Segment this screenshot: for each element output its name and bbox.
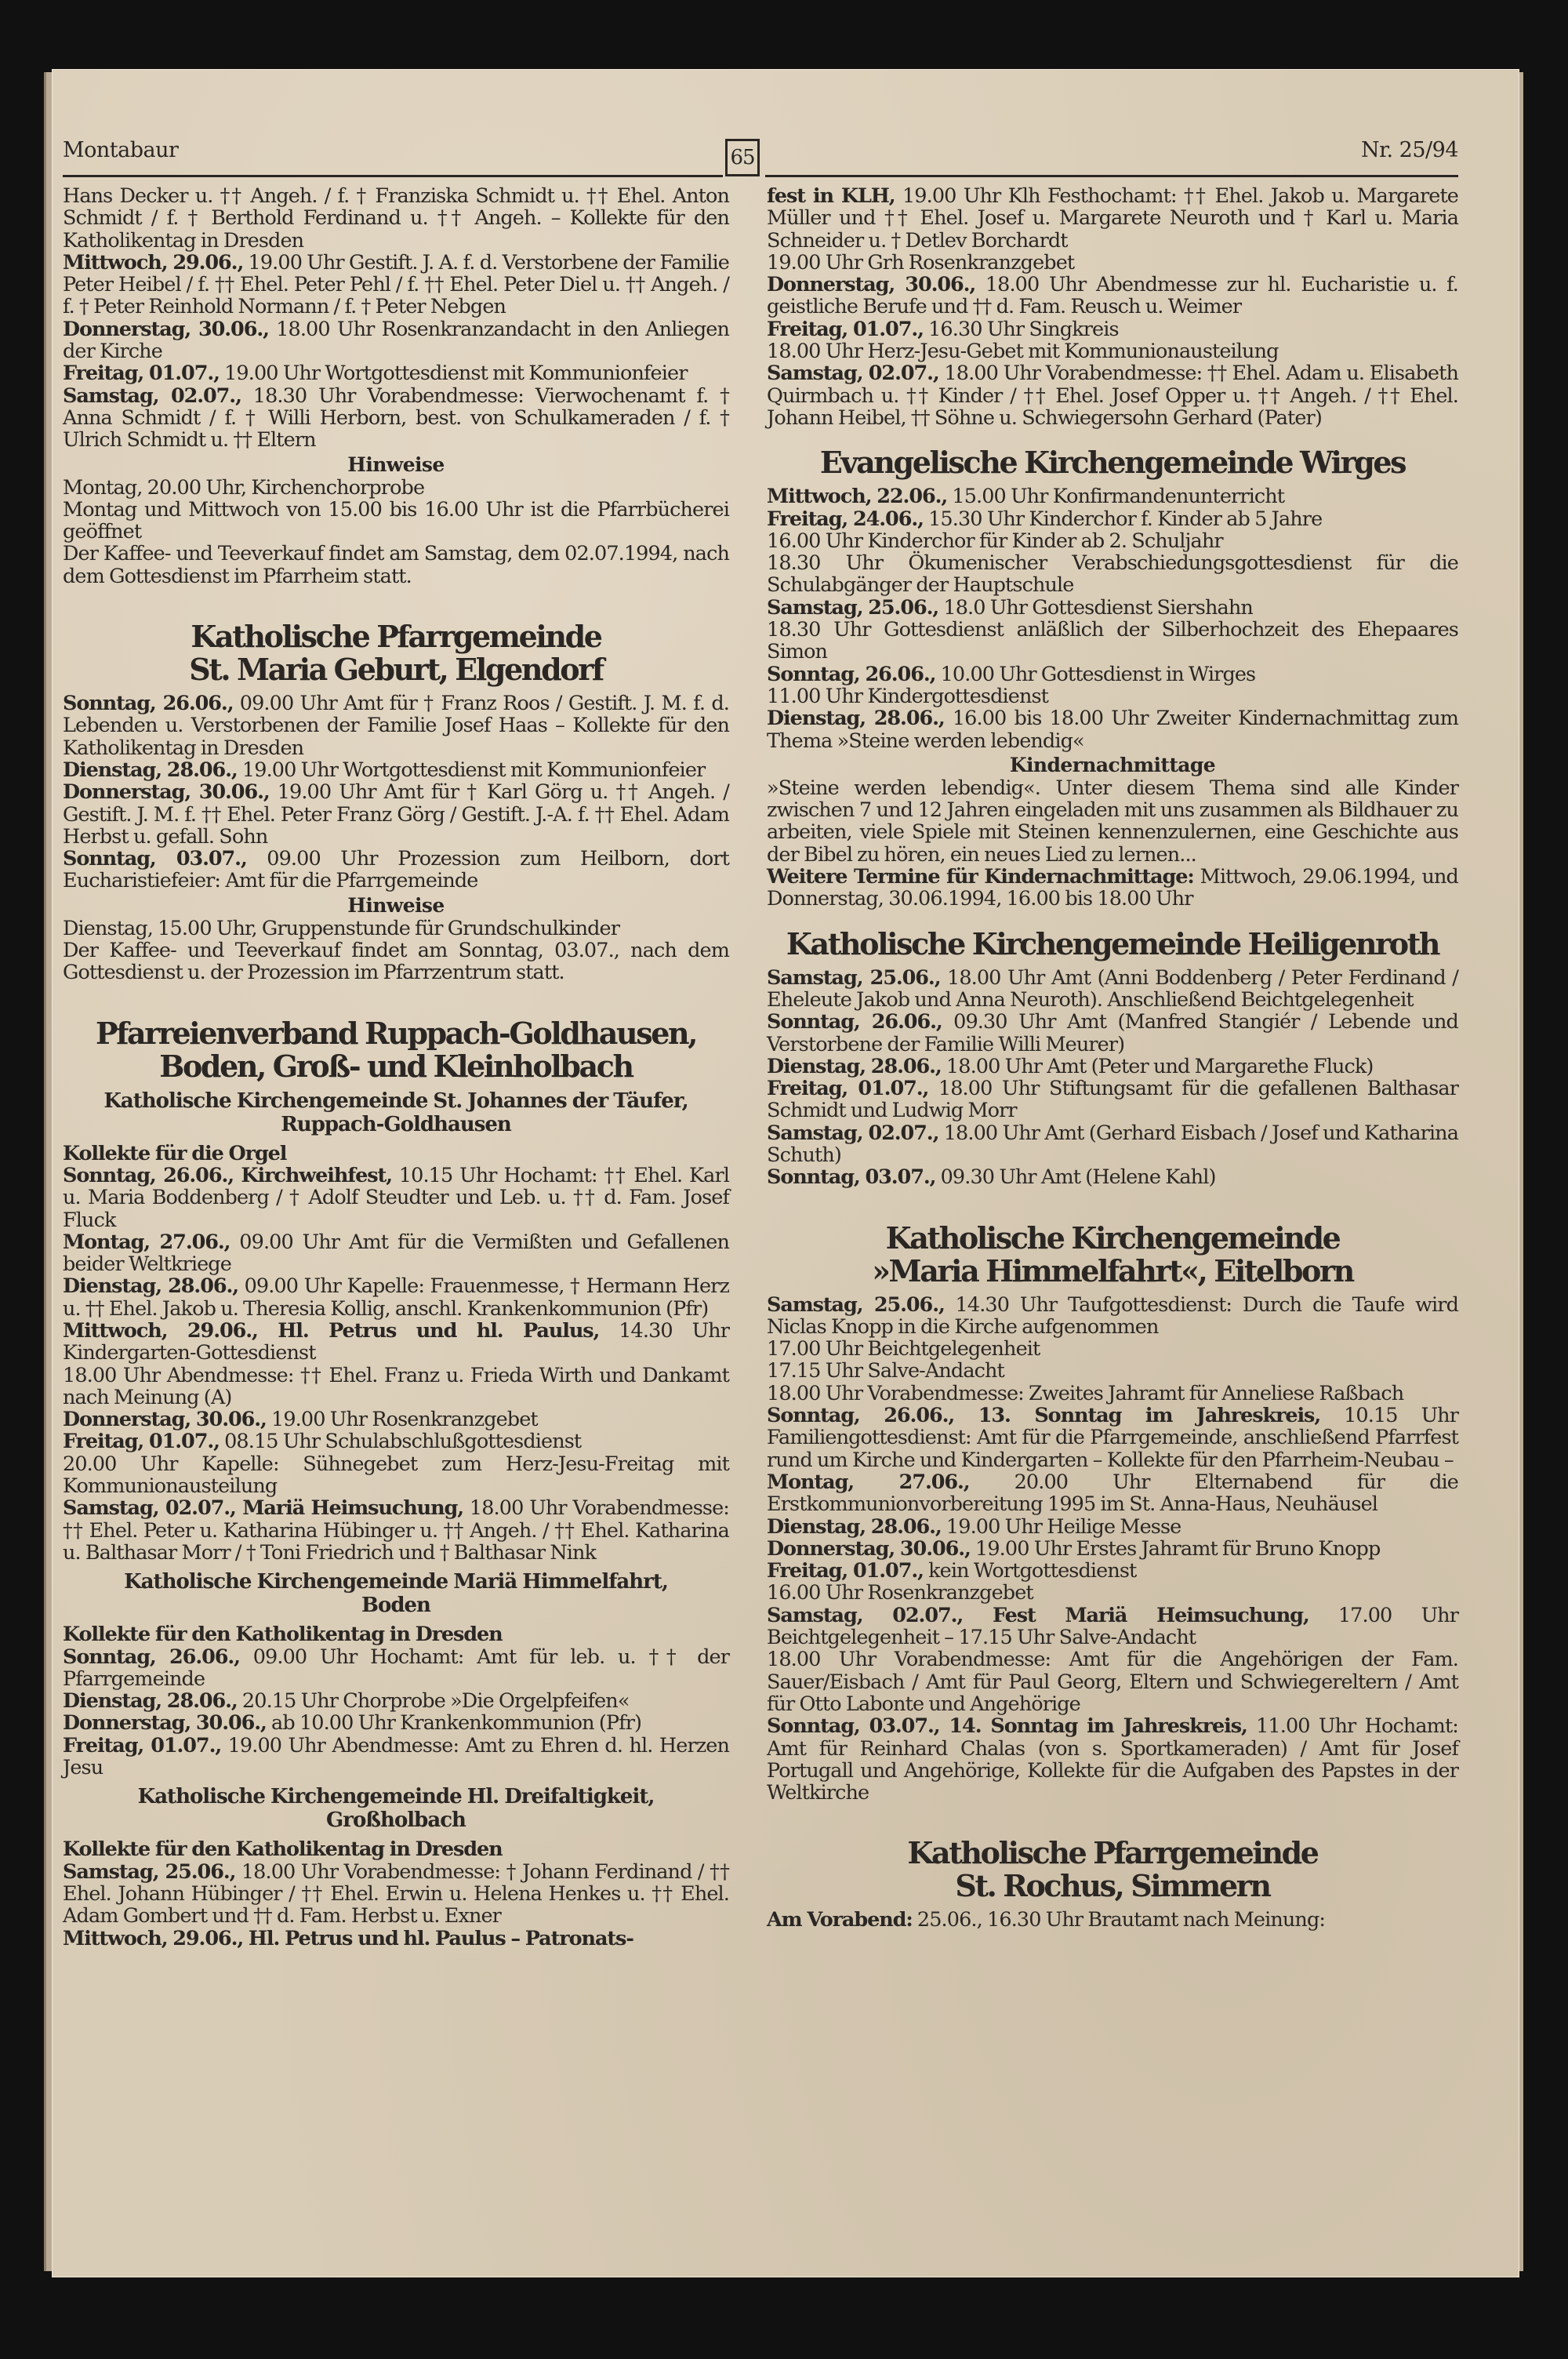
entry-text: 09.30 Uhr Amt (Manfred Stangiér / Lebende und Verstorbene der Familie Willi Meurer) [767, 1010, 1458, 1056]
entry-text: 18.00 Uhr Vorabendmesse: Zweites Jahramt für Anneliese Raßbach [767, 1381, 1404, 1405]
schedule-entry [767, 1715, 1458, 1804]
entry-date-lead: Sonntag, 26.06., [63, 1645, 240, 1669]
entry-date-lead: Dienstag, 28.06., [63, 1274, 239, 1299]
entry-text: 18.00 Uhr Vorabendmesse: Amt für die Angehörigen der Fam. Sauer/Eisbach / Amt für Paul Georg, Eltern und Schwiegereltern / Amt für Otto Labonte und Angehörige [767, 1648, 1458, 1716]
entry-date-lead: Sonntag, 26.06., 13. Sonntag im Jahreskreis, [767, 1404, 1321, 1428]
boden-entries [63, 1623, 729, 1779]
entry-text: 09.00 Uhr Amt für † Franz Roos / Gestift. J. M. f. d. Lebenden u. Verstorbenen der Familie Josef Haas – Kollekte für den Katholikentag in Dresden [63, 692, 729, 760]
entry-text: 09.30 Uhr Amt (Helene Kahl) [935, 1165, 1216, 1190]
entry-text: kein Wortgottesdienst [923, 1559, 1137, 1583]
schedule-entry [767, 1383, 1458, 1405]
entry-date-lead: Sonntag, 03.07., [767, 1165, 936, 1190]
schedule-entry [767, 340, 1458, 362]
entry-text: 19.00 Uhr Gestift. J. A. f. d. Verstorbene der Familie Peter Heibel / f. †† Ehel. Peter Pehl / f. †† Ehel. Peter Diel u. †† Angeh. / f. † Peter Reinhold Normann / f. † Peter Nebgen [63, 250, 729, 319]
schedule-entry [767, 967, 1458, 1012]
schedule-entry [63, 759, 729, 781]
section-title-elgendorf-line2: St. Maria Geburt, Elgendorf [189, 652, 603, 688]
entry-text: 18.00 Uhr Herz-Jesu-Gebet mit Kommunionausteilung [767, 340, 1279, 364]
section-title-elgendorf-line1: Katholische Pfarrgemeinde [191, 619, 601, 655]
entry-date-lead: Donnerstag, 30.06., [63, 317, 269, 341]
notice-line: Der Kaffee- und Teeverkauf findet am Sonntag, 03.07., nach dem Gottesdienst u. der Prozession im Pfarrzentrum statt. [63, 939, 729, 985]
entry-text: 20.15 Uhr Chorprobe »Die Orgelpfeifen« [237, 1689, 630, 1714]
entry-text: 20.00 Uhr Kapelle: Sühnegebet zum Herz-Jesu-Freitag mit Kommunionausteilung [63, 1452, 729, 1499]
entry-date-lead: Montag, 27.06., [63, 1230, 230, 1254]
entry-date-lead: fest in KLH, [767, 184, 895, 208]
schedule-entry [63, 848, 729, 892]
entry-date-lead: Kollekte für den Katholikentag in Dresden [63, 1623, 503, 1647]
schedule-entry [63, 1165, 729, 1231]
schedule-entry [63, 1623, 729, 1645]
entry-date-lead: Samstag, 02.07., [767, 362, 939, 386]
section-title-eitelborn-line1: Katholische Kirchengemeinde [885, 1219, 1340, 1256]
left-column [63, 185, 729, 1950]
entry-date-lead: Dienstag, 28.06., [63, 1689, 238, 1714]
entry-text: 09.00 Uhr Prozession zum Heilborn, dort Eucharistiefeier: Amt für die Pfarrgemeinde [63, 847, 729, 893]
schedule-entry [767, 252, 1458, 274]
schedule-entry [63, 362, 729, 384]
schedule-entry [767, 485, 1458, 507]
entry-text: 18.0 Uhr Gottesdienst Siershahn [938, 595, 1253, 620]
schedule-entry [767, 685, 1458, 707]
subsection-title-ruppach-line2: Ruppach-Goldhausen [281, 1112, 511, 1136]
heiligenroth-entries [767, 967, 1458, 1189]
entry-text: 17.00 Uhr Beichtgelegenheit – 17.15 Uhr Salve-Andacht [767, 1603, 1458, 1650]
entry-text: 09.00 Uhr Hochamt: Amt für leb. u. †† der Pfarrgemeinde [63, 1645, 729, 1691]
entry-date-lead: Samstag, 25.06., [767, 1292, 945, 1317]
section-title-ruppach-line2: Boden, Groß- und Kleinholbach [159, 1048, 633, 1084]
entry-text: 19.00 Uhr Abendmesse: Amt zu Ehren d. hl. Herzen Jesu [63, 1733, 729, 1780]
subsection-title-boden-line2: Boden [361, 1594, 430, 1618]
entry-date-lead: Kollekte für den Katholikentag in Dresden [63, 1837, 503, 1862]
entry-text: 09.00 Uhr Kapelle: Frauenmesse, † Hermann Herz u. †† Ehel. Jakob u. Theresia Kollig, anschl. Krankenkommunion (Pfr) [63, 1274, 729, 1321]
subsection-title-ruppach-line1: Katholische Kirchengemeinde St. Johannes der Täufer, [103, 1089, 688, 1113]
weitere-termine-lead: Weitere Termine für Kindernachmittage: [767, 865, 1194, 889]
entry-date-lead: Freitag, 24.06., [767, 507, 924, 531]
kindernachmittage-text: »Steine werden lebendig«. Unter diesem Thema sind alle Kinder zwischen 7 und 12 Jahren eingeladen mit uns zusammen als Bildhauer zu arbeiten, viele Spiele mit Steinen kennenzulernen, eine Geschichte aus der Bibel zu hören, ein neues Lied zu lernen... [767, 776, 1458, 867]
hinweise-list [63, 477, 729, 587]
entry-text: 19.00 Uhr Wortgottesdienst mit Kommunionfeier [237, 758, 706, 782]
entry-date-lead: Donnerstag, 30.06., [63, 780, 270, 805]
schedule-entry [63, 1430, 729, 1452]
entry-date-lead: Dienstag, 28.06., [767, 1514, 942, 1539]
schedule-entry [767, 530, 1458, 552]
notice-line: Dienstag, 15.00 Uhr, Gruppenstunde für Grundschulkinder [63, 916, 620, 940]
entry-date-lead: Freitag, 01.07., [767, 1077, 929, 1101]
schedule-entry [767, 1011, 1458, 1056]
eitelborn-entries [767, 1294, 1458, 1805]
header-location: Montabaur [63, 138, 179, 162]
schedule-entry [767, 1605, 1458, 1649]
entry-text: 14.30 Uhr Kindergarten-Gottesdienst [63, 1318, 729, 1365]
entry-date-lead: Am Vorabend: [767, 1908, 913, 1932]
schedule-entry [63, 1408, 729, 1430]
schedule-entry [767, 1078, 1458, 1122]
entry-text: 18.00 Uhr Abendmesse: †† Ehel. Franz u. Frieda Wirth und Dankamt nach Meinung (A) [63, 1363, 729, 1409]
entry-date-lead: Mittwoch, 29.06., Hl. Petrus und hl. Paulus – Patronats- [63, 1926, 633, 1950]
schedule-entry [63, 1320, 729, 1365]
entry-text: 17.00 Uhr Beichtgelegenheit [767, 1337, 1040, 1361]
schedule-entry [767, 1560, 1458, 1582]
entry-date-lead: Samstag, 25.06., [767, 595, 939, 620]
entry-text: 10.15 Uhr Hochamt: †† Ehel. Karl u. Maria Boddenberg / † Adolf Steudter und Leb. u. †† d. Fam. Josef Fluck [63, 1163, 730, 1232]
schedule-entry [767, 1648, 1458, 1715]
schedule-entry [63, 185, 729, 252]
schedule-entry [767, 1294, 1458, 1339]
entry-date-lead: Mittwoch, 29.06., Hl. Petrus und hl. Paulus, [63, 1318, 600, 1343]
schedule-entry [767, 1471, 1458, 1516]
schedule-entry [767, 508, 1458, 530]
hinweise-heading: Hinweise [347, 453, 445, 476]
schedule-entry [767, 597, 1458, 619]
entry-text: 19.00 Uhr Amt für † Karl Görg u. †† Angeh. / Gestift. J. M. f. †† Ehel. Peter Franz Görg / Gestift. J.-A. f. †† Ehel. Adam Herbst u. gefall. Sohn [63, 780, 729, 849]
schedule-entry [63, 1712, 729, 1734]
entry-date-lead: Samstag, 02.07., [63, 383, 241, 408]
schedule-entry [767, 552, 1458, 597]
schedule-entry [63, 1143, 729, 1165]
entry-date-lead: Freitag, 01.07., [767, 1559, 924, 1583]
entry-text: 19.00 Uhr Erstes Jahramt für Bruno Knopp [970, 1536, 1381, 1561]
entry-date-lead: Donnerstag, 30.06., [63, 1711, 267, 1736]
entry-text: 18.00 Uhr Amt (Anni Boddenberg / Peter Ferdinand / Eheleute Jakob und Anna Neuroth). Anschließend Beichtgelegenheit [767, 965, 1459, 1012]
entry-text: 18.00 Uhr Amt (Gerhard Eisbach / Josef und Katharina Schuth) [767, 1121, 1458, 1167]
entry-text: 18.00 Uhr Abendmesse zur hl. Eucharistie u. f. geistliche Berufe und †† d. Fam. Reusch u. Weimer [767, 273, 1458, 319]
schedule-entry [63, 692, 729, 759]
entry-date-lead: Sonntag, 26.06., [767, 662, 936, 686]
entry-text: 18.00 Uhr Amt (Peter und Margarethe Fluck) [941, 1054, 1374, 1078]
schedule-entry [767, 274, 1458, 318]
entry-date-lead: Donnerstag, 30.06., [767, 1536, 971, 1561]
entry-text: 17.15 Uhr Salve-Andacht [767, 1359, 1004, 1383]
schedule-entry [63, 1365, 729, 1409]
entry-text: 18.00 Uhr Vorabendmesse: †† Ehel. Peter u. Katharina Hübinger u. †† Angeh. / †† Ehel. Katharina u. Balthasar Morr / † Toni Friedrich und † Balthasar Nink [63, 1496, 729, 1565]
page-number-box: 65 [725, 139, 760, 176]
entry-text: 18.00 Uhr Vorabendmesse: †† Ehel. Adam u. Elisabeth Quirmbach u. †† Kinder / †† Ehel. Josef Opper u. †† Angeh. / †† Ehel. Johann Heibel, †† Söhne u. Schwiegersohn Gerhard (Pater) [767, 362, 1458, 430]
elgendorf-hinweise-heading: Hinweise [347, 893, 445, 917]
section-title-heiligenroth: Katholische Kirchengemeinde Heiligenroth [786, 925, 1439, 961]
weitere-termine-text: Mittwoch, 29.06.1994, und Donnerstag, 30.06.1994, 16.00 bis 18.00 Uhr [767, 865, 1458, 911]
schedule-entry [63, 1646, 729, 1691]
entry-date-lead: Sonntag, 26.06., [767, 1010, 942, 1034]
entry-date-lead: Samstag, 25.06., [767, 965, 941, 990]
header-rule-right [765, 175, 1458, 177]
subsection-title-grossholbach-line1: Katholische Kirchengemeinde Hl. Dreifaltigkeit, [137, 1785, 655, 1809]
entry-text: 19.00 Uhr Wortgottesdienst mit Kommunionfeier [219, 362, 688, 386]
entry-text: 20.00 Uhr Elternabend für die Erstkommunionvorbereitung 1995 im St. Anna-Haus, Neuhäusel [767, 1470, 1458, 1517]
ruppach-entries [63, 1143, 729, 1565]
entry-text: 16.00 Uhr Kinderchor für Kinder ab 2. Schuljahr [767, 529, 1223, 553]
entry-text: 18.30 Uhr Ökumenischer Verabschiedungsgottesdienst für die Schulabgänger der Hauptschule [767, 551, 1458, 598]
schedule-entry [767, 707, 1458, 752]
grossholbach-continuation [767, 185, 1458, 429]
schedule-entry [63, 1275, 729, 1320]
entry-date-lead: Samstag, 02.07., Mariä Heimsuchung, [63, 1496, 464, 1521]
entry-date-lead: Sonntag, 26.06., [63, 692, 234, 716]
schedule-entry [63, 1838, 729, 1860]
header-rule-left [63, 175, 723, 177]
entry-date-lead: Mittwoch, 22.06., [767, 485, 948, 509]
entry-text: 19.00 Uhr Heilige Messe [941, 1514, 1181, 1539]
subsection-title-grossholbach-line2: Großholbach [326, 1808, 466, 1833]
schedule-entry [63, 1928, 729, 1950]
section-title-ruppach-line1: Pfarreienverband Ruppach-Goldhausen, [95, 1015, 697, 1051]
entry-text: 15.00 Uhr Konfirmandenunterricht [947, 485, 1285, 509]
schedule-entry [63, 781, 729, 848]
entry-date-lead: Dienstag, 28.06., [767, 707, 945, 731]
entry-date-lead: Freitag, 01.07., [63, 362, 220, 386]
entry-date-lead: Sonntag, 26.06., Kirchweihfest, [63, 1163, 392, 1187]
schedule-entry [767, 1582, 1458, 1604]
schedule-entry [767, 318, 1458, 340]
entry-text: 18.00 Uhr Rosenkranzandacht in den Anliegen der Kirche [63, 317, 730, 364]
schedule-entry [767, 1538, 1458, 1560]
simmern-entries [767, 1909, 1458, 1931]
section-title-simmern-line1: Katholische Pfarrgemeinde [907, 1835, 1318, 1871]
schedule-entry [63, 1861, 729, 1928]
section-title-wirges: Evangelische Kirchengemeinde Wirges [819, 445, 1406, 481]
entry-text: 15.30 Uhr Kinderchor f. Kinder ab 5 Jahre [923, 507, 1323, 531]
montabaur-continuation [63, 185, 729, 452]
entry-text: 25.06., 16.30 Uhr Brautamt nach Meinung: [912, 1908, 1326, 1932]
entry-text: 11.00 Uhr Kindergottesdienst [767, 684, 1049, 708]
right-column [767, 185, 1458, 1932]
schedule-entry [63, 1735, 729, 1779]
entry-text: 08.15 Uhr Schulabschlußgottesdienst [219, 1430, 582, 1454]
schedule-entry [767, 1405, 1458, 1471]
entry-date-lead: Dienstag, 28.06., [63, 758, 238, 782]
elgendorf-hinweise-list [63, 918, 729, 984]
entry-date-lead: Samstag, 02.07., [767, 1121, 939, 1145]
entry-date-lead: Sonntag, 03.07., 14. Sonntag im Jahreskreis, [767, 1714, 1247, 1739]
entry-date-lead: Sonntag, 03.07., [63, 847, 247, 871]
entry-text: ab 10.00 Uhr Krankenkommunion (Pfr) [266, 1711, 642, 1736]
header-issue-number: Nr. 25/94 [1360, 138, 1458, 162]
elgendorf-entries [63, 692, 729, 892]
entry-text: 11.00 Uhr Hochamt: Amt für Reinhard Chalas (von s. Sportkameraden) / Amt für Josef Portugall und Angehörige, Kollekte für die Aufgaben des Papstes in der Weltkirche [767, 1714, 1458, 1805]
wirges-entries [767, 485, 1458, 752]
entry-text: 16.00 bis 18.00 Uhr Zweiter Kindernachmittag zum Thema »Steine werden lebendig« [767, 707, 1459, 753]
entry-text: 19.00 Uhr Grh Rosenkranzgebet [767, 250, 1075, 274]
entry-text: 14.30 Uhr Taufgottesdienst: Durch die Taufe wird Niclas Knopp in die Kirche aufgenommen [767, 1292, 1458, 1339]
entry-date-lead: Donnerstag, 30.06., [767, 273, 976, 297]
entry-text: 19.00 Uhr Rosenkranzgebet [266, 1408, 538, 1432]
schedule-entry [767, 1909, 1458, 1931]
schedule-entry [767, 1166, 1458, 1188]
entry-text: 10.15 Uhr Familiengottesdienst: Amt für die Pfarrgemeinde, anschließend Pfarrfest rund um Kirche und Kindergarten – Kollekte für den Pfarrheim-Neubau – [767, 1404, 1458, 1472]
entry-text: 09.00 Uhr Amt für die Vermißten und Gefallenen beider Weltkriege [63, 1230, 729, 1277]
schedule-entry [63, 1497, 729, 1564]
entry-text: 16.00 Uhr Rosenkranzgebet [767, 1581, 1033, 1605]
entry-date-lead: Samstag, 25.06., [63, 1859, 236, 1884]
kindernachmittage-heading: Kindernachmittage [1009, 753, 1216, 776]
entry-text: 18.30 Uhr Gottesdienst anläßlich der Silberhochzeit des Ehepaares Simon [767, 618, 1458, 664]
notice-line: Montag, 20.00 Uhr, Kirchenchorprobe [63, 475, 425, 500]
notice-line: Montag und Mittwoch von 15.00 bis 16.00 Uhr ist die Pfarrbücherei geöffnet [63, 497, 729, 544]
schedule-entry [63, 1690, 729, 1712]
entry-date-lead: Mittwoch, 29.06., [63, 250, 244, 274]
schedule-entry [767, 663, 1458, 685]
entry-text: 19.00 Uhr Klh Festhochamt: †† Ehel. Jakob u. Margarete Müller und †† Ehel. Josef u. Margarete Neuroth und † Karl u. Maria Schneider u. † Detlev Borchardt [767, 184, 1458, 253]
schedule-entry [63, 318, 729, 363]
entry-date-lead: Donnerstag, 30.06., [63, 1408, 267, 1432]
schedule-entry [767, 1516, 1458, 1538]
schedule-entry [63, 385, 729, 452]
entry-date-lead: Kollekte für die Orgel [63, 1141, 287, 1165]
subsection-title-boden-line1: Katholische Kirchengemeinde Mariä Himmelfahrt, [124, 1570, 668, 1594]
schedule-entry [63, 252, 729, 318]
entry-date-lead: Samstag, 02.07., Fest Mariä Heimsuchung, [767, 1603, 1309, 1627]
weitere-termine [767, 866, 1458, 911]
schedule-entry [63, 1231, 729, 1276]
grossholbach-entries [63, 1838, 729, 1949]
schedule-entry [767, 619, 1458, 663]
entry-date-lead: Dienstag, 28.06., [767, 1054, 942, 1078]
entry-text: 18.00 Uhr Vorabendmesse: † Johann Ferdinand / †† Ehel. Johann Hübinger / †† Ehel. Erwin u. Helena Henkes u. †† Ehel. Adam Gombert und †† d. Fam. Herbst u. Exner [63, 1859, 729, 1928]
schedule-entry [767, 185, 1458, 252]
entry-date-lead: Freitag, 01.07., [63, 1733, 222, 1757]
schedule-entry [767, 362, 1458, 429]
entry-text: 10.00 Uhr Gottesdienst in Wirges [935, 662, 1256, 686]
schedule-entry [767, 1338, 1458, 1360]
entry-text: 18.00 Uhr Stiftungsamt für die gefallenen Balthasar Schmidt und Ludwig Morr [767, 1077, 1458, 1123]
entry-date-lead: Montag, 27.06., [767, 1470, 970, 1494]
schedule-entry [767, 1056, 1458, 1078]
schedule-entry [767, 1360, 1458, 1382]
entry-text: 16.30 Uhr Singkreis [923, 317, 1119, 341]
entry-text: 18.30 Uhr Vorabendmesse: Vierwochenamt f. † Anna Schmidt / f. † Willi Herborn, best. von Schulkameraden / f. † Ulrich Schmidt u. †† Eltern [63, 383, 730, 453]
schedule-entry [63, 1453, 729, 1498]
notice-line: Der Kaffee- und Teeverkauf findet am Samstag, dem 02.07.1994, nach dem Gottesdienst im Pfarrheim statt. [63, 542, 729, 588]
section-title-simmern-line2: St. Rochus, Simmern [955, 1868, 1270, 1904]
entry-date-lead: Freitag, 01.07., [767, 317, 924, 341]
entry-date-lead: Freitag, 01.07., [63, 1430, 220, 1454]
schedule-entry [767, 1122, 1458, 1167]
entry-text: Hans Decker u. †† Angeh. / f. † Franziska Schmidt u. †† Ehel. Anton Schmidt / f. † Berthold Ferdinand u. †† Angeh. – Kollekte für den Katholikentag in Dresden [63, 184, 729, 253]
section-title-eitelborn-line2: »Maria Himmelfahrt«, Eitelborn [872, 1252, 1353, 1289]
